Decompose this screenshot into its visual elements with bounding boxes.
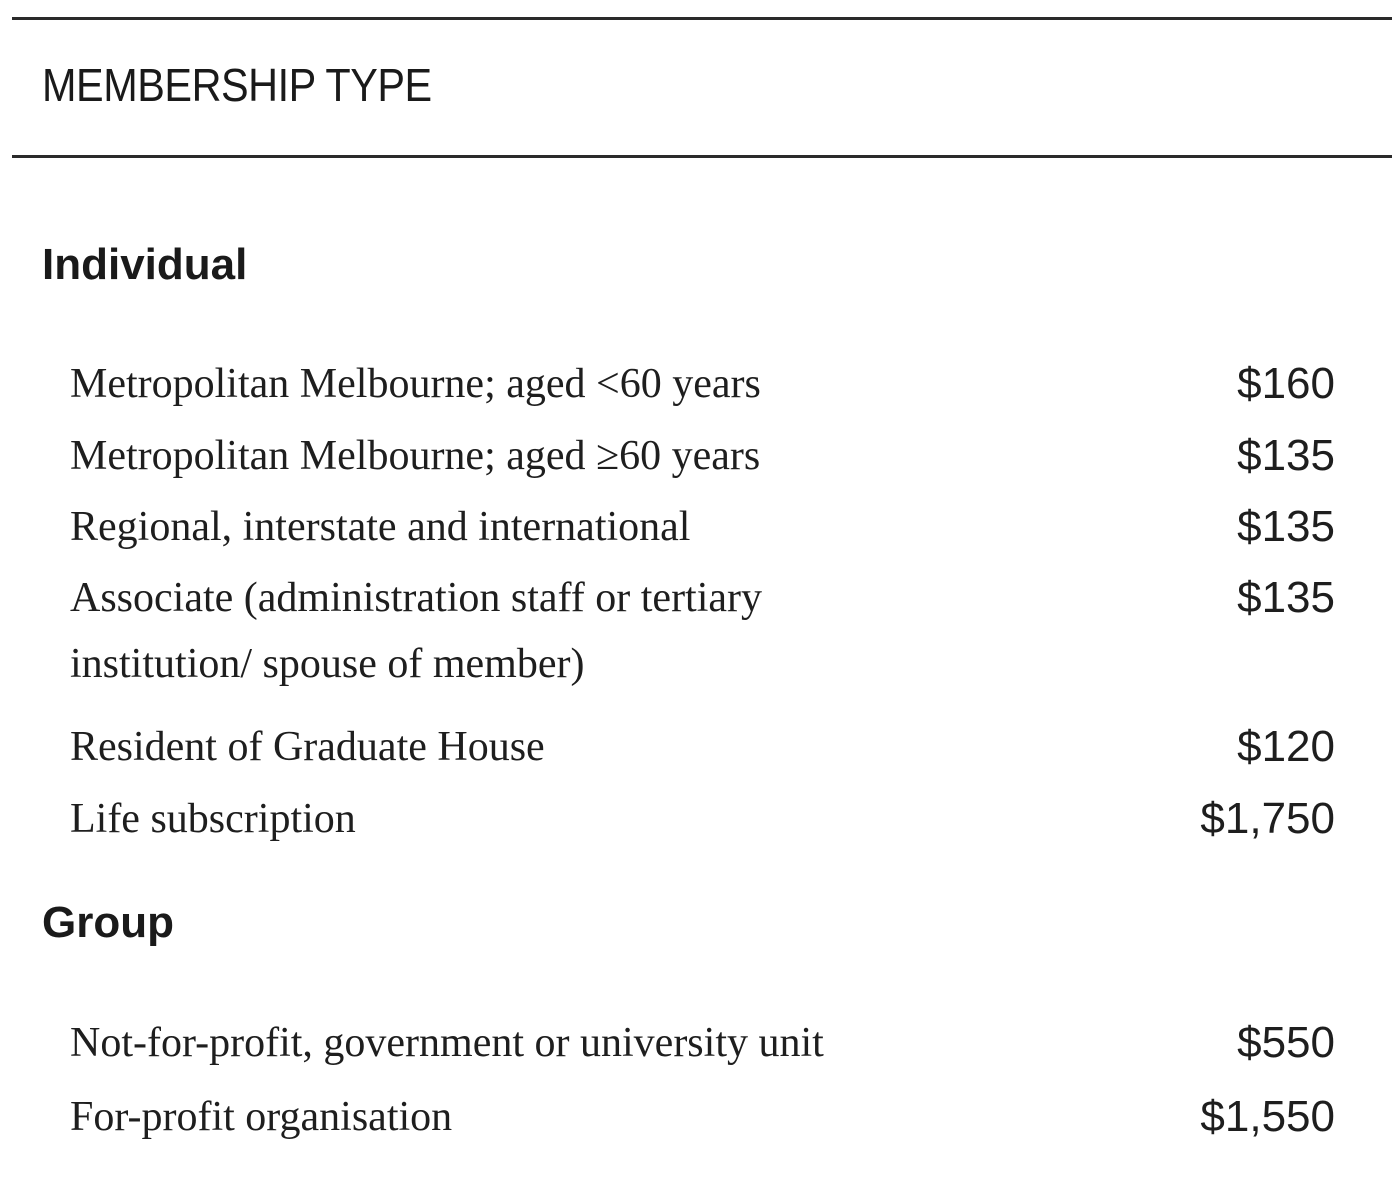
membership-price: $160 (1237, 359, 1335, 408)
membership-label: Resident of Graduate House (70, 724, 545, 770)
membership-price: $1,750 (1200, 794, 1335, 843)
membership-price: $550 (1237, 1018, 1335, 1067)
header-divider (12, 155, 1392, 158)
membership-label: Life subscription (70, 796, 356, 842)
section-heading-group: Group (42, 898, 174, 947)
membership-label: For-profit organisation (70, 1094, 453, 1140)
membership-price: $135 (1237, 502, 1335, 551)
membership-price: $135 (1237, 573, 1335, 622)
membership-label: Associate (administration staff or tertiary institution/ spouse of member) (70, 575, 763, 687)
membership-label: Not-for-profit, government or university unit (70, 1020, 824, 1066)
membership-price: $1,550 (1200, 1092, 1335, 1141)
membership-label: Metropolitan Melbourne; aged ≥60 years (70, 433, 761, 479)
membership-price: $135 (1237, 431, 1335, 480)
table-header-title: MEMBERSHIP TYPE (42, 59, 432, 111)
top-divider (12, 17, 1392, 20)
section-heading-individual: Individual (42, 240, 248, 289)
membership-price: $120 (1237, 722, 1335, 771)
membership-label: Regional, interstate and international (70, 504, 691, 550)
membership-label: Metropolitan Melbourne; aged <60 years (70, 361, 761, 407)
